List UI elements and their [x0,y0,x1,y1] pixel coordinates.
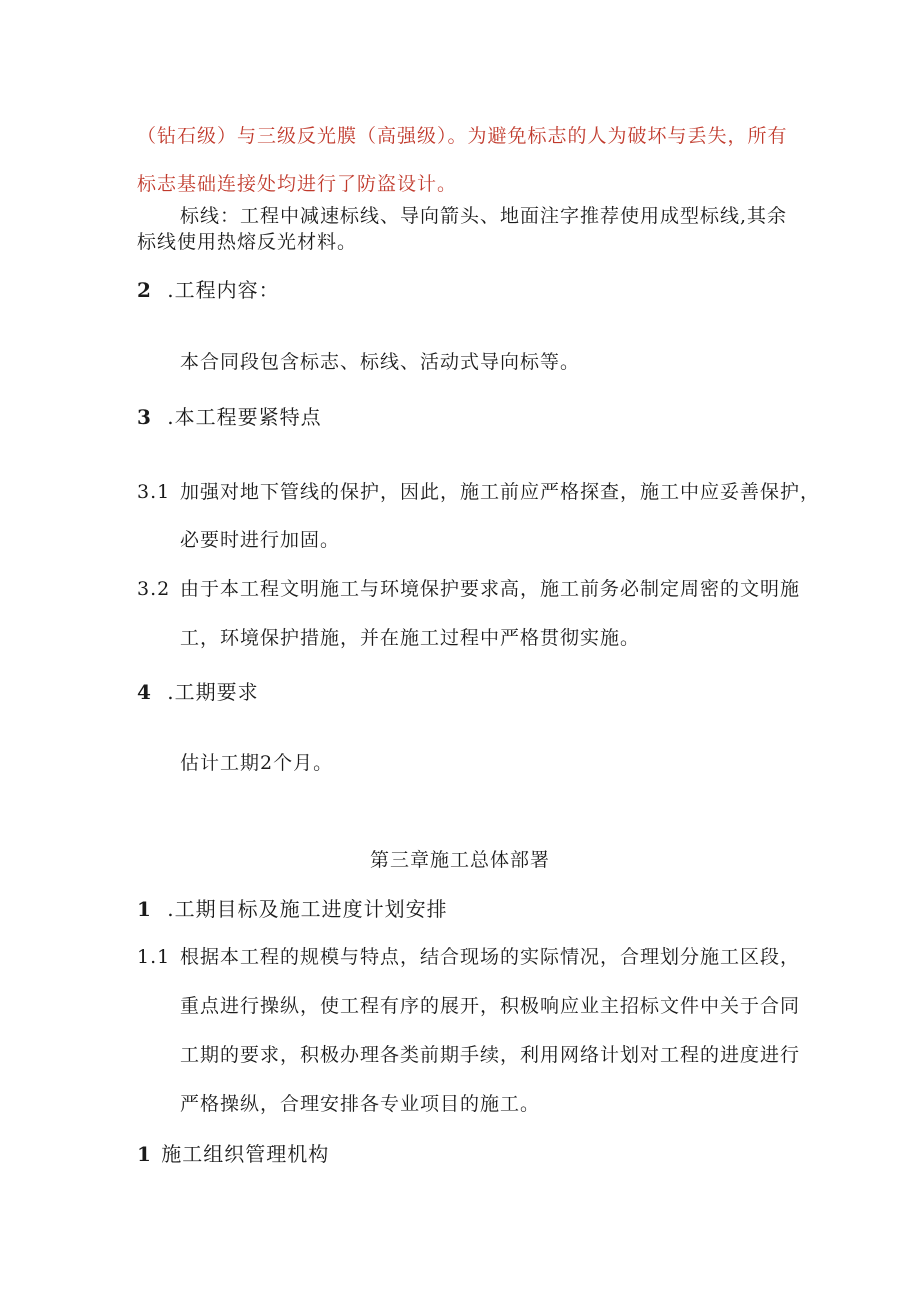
item-3-1-number: 3.1 [137,481,171,503]
item-1-1-line-4: 严格操纵，合理安排各专业项目的施工。 [180,1093,541,1115]
chapter-section-2-heading [137,1142,329,1166]
item-1-1-line-2: 重点进行操纵，使工程有序的展开，积极响应业主招标文件中关于合同 [180,995,801,1017]
item-1-1-line-1: 根据本工程的规模与特点，结合现场的实际情况，合理划分施工区段， [180,946,801,968]
item-3-2-number: 3.2 [137,578,171,600]
item-3-1-line-2: 必要时进行加固。 [180,529,341,551]
chapter-section-1-title: .工期目标及施工进度计划安排 [167,897,448,921]
item-3-2-line-2: 工，环境保护措施，并在施工过程中严格贯彻实施。 [180,627,641,649]
item-3-2-line-1: 由于本工程文明施工与环境保护要求高，施工前务必制定周密的文明施 [180,578,801,600]
section-4-body: 估计工期2个月。 [180,752,334,774]
marking-para-line-2: 标线使用热熔反光材料。 [137,231,358,253]
section-4-title: .工期要求 [167,680,259,704]
item-3-1-line-1: 加强对地下管线的保护，因此，施工前应严格探查，施工中应妥善保护， [180,481,821,503]
item-1-1-line-3: 工期的要求，积极办理各类前期手续，利用网络计划对工程的进度进行 [180,1044,801,1066]
red-para-line-2: 标志基础连接处均进行了防盗设计。 [137,173,458,195]
section-2-title: .工程内容： [167,278,280,302]
section-3-title: .本工程要紧特点 [167,405,322,429]
chapter-title: 第三章施工总体部署 [370,849,551,871]
section-2-number: 2 [137,278,152,302]
red-para-line-1: （钻石级）与三级反光膜（高强级）。为避免标志的人为破坏与丢失，所有 [137,125,788,147]
item-1-1-number: 1.1 [137,946,171,968]
section-4-number: 4 [137,680,152,704]
section-3-number: 3 [137,405,152,429]
chapter-section-2-number: 1 [137,1142,152,1166]
section-2-heading [137,278,280,302]
section-2-body: 本合同段包含标志、标线、活动式导向标等。 [180,351,581,373]
section-4-heading [137,680,259,704]
marking-para-line-1: 标线：工程中减速标线、导向箭头、地面注字推荐使用成型标线,其余 [180,205,788,227]
chapter-section-1-heading [137,897,448,921]
chapter-section-1-number: 1 [137,897,152,921]
chapter-section-2-title: 施工组织管理机构 [161,1142,330,1166]
section-3-heading [137,405,322,429]
